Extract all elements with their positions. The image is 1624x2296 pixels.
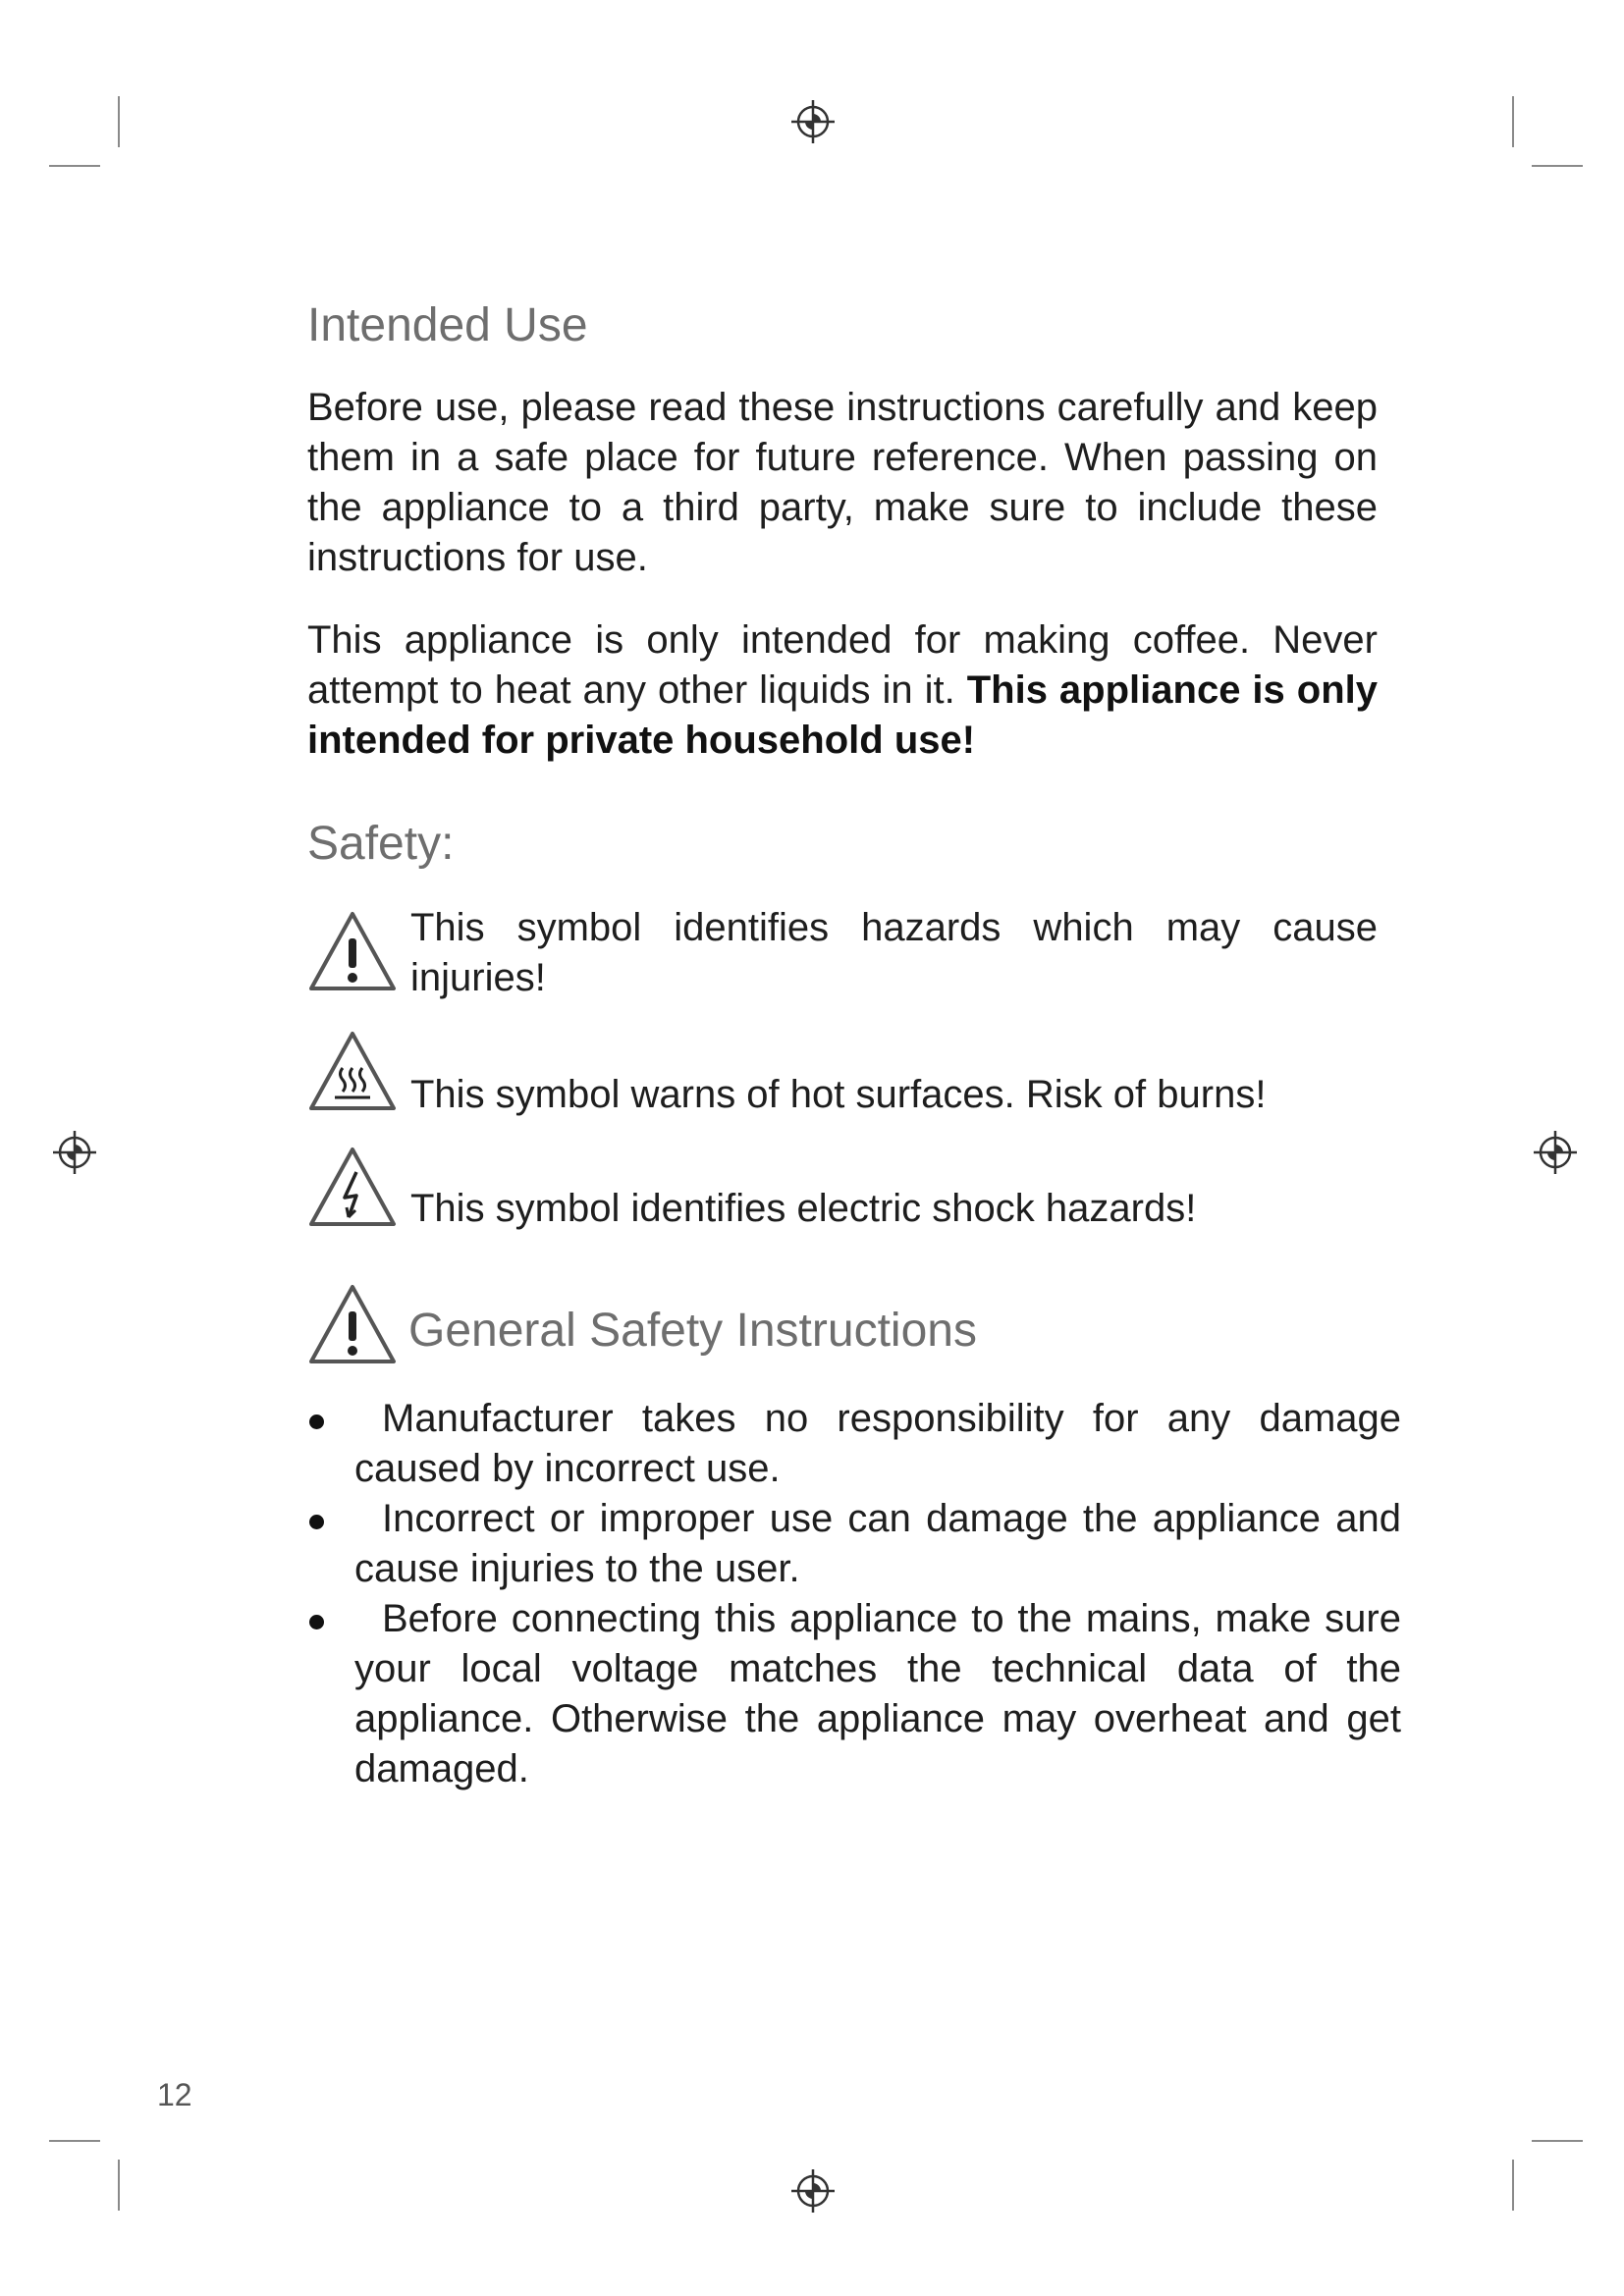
general-safety-header [307,1282,1387,1368]
page-number: 12 [157,2077,192,2112]
registration-mark-icon [791,2169,835,2213]
registration-mark-icon [1534,1131,1577,1174]
crop-mark [118,96,120,147]
safety-symbol-row [307,903,1378,1011]
section-title-general-safety: General Safety Instructions [408,1305,977,1357]
crop-mark [1532,165,1583,167]
section-title-safety: Safety: [307,818,455,870]
registration-mark-icon [791,100,835,143]
bullet-icon [309,1515,324,1529]
list-item-text: Manufacturer takes no responsibility for any damage caused by incorrect use. [354,1397,1401,1490]
crop-mark [1532,2140,1583,2142]
electric-shock-icon [307,1145,398,1229]
safety-symbol-row [307,1029,1378,1119]
crop-mark [1512,2160,1514,2211]
crop-mark [1512,96,1514,147]
intended-use-paragraph-2-bold: This appliance is only intended for private household use! [307,668,1378,762]
bullet-icon [309,1415,324,1429]
hot-surface-icon [307,1029,398,1113]
bullet-icon [309,1615,324,1629]
list-item [307,1394,1401,1494]
section-title-intended-use: Intended Use [307,299,588,351]
intended-use-paragraph-2-text: This appliance is only intended for making coffee. Never attempt to heat any other liquids in it. [307,618,1378,712]
crop-mark [118,2160,120,2211]
list-item-text: Before connecting this appliance to the mains, make sure your local voltage matches the technical data of the appliance. Otherwise the appliance may overheat and get damaged. [354,1597,1401,1790]
intended-use-paragraph-1: Before use, please read these instructions carefully and keep them in a safe place for future reference. When passing on the appliance to a third party, make sure to include these instructions for use. [307,386,1378,579]
warning-exclamation-icon [307,1282,398,1366]
registration-mark-icon [53,1131,96,1174]
list-item [307,1594,1401,1794]
safety-symbol-text: This symbol warns of hot surfaces. Risk of burns! [410,1073,1267,1116]
crop-mark [49,165,100,167]
list-item [307,1494,1401,1594]
intended-use-paragraph-2 [307,615,1378,766]
safety-symbol-row [307,1145,1378,1235]
safety-symbol-text: This symbol identifies hazards which may cause injuries! [410,906,1378,999]
list-item-text: Incorrect or improper use can damage the appliance and cause injuries to the user. [354,1497,1401,1590]
general-safety-list [307,1394,1401,1794]
warning-exclamation-icon [307,909,398,993]
safety-symbol-text: This symbol identifies electric shock hazards! [410,1187,1197,1230]
crop-mark [49,2140,100,2142]
